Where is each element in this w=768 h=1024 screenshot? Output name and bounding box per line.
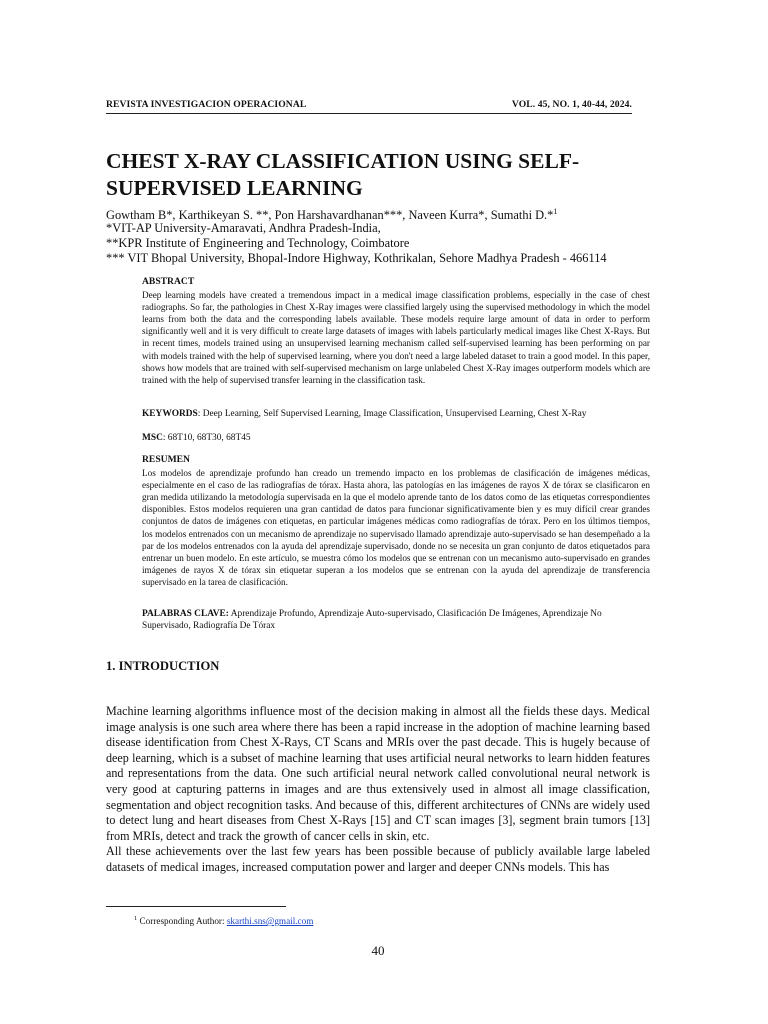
volume-info: VOL. 45, NO. 1, 40-44, 2024. xyxy=(511,99,632,110)
author-footnote-marker: 1 xyxy=(553,207,558,216)
introduction-paragraph-2: All these achievements over the last few years has been possible because of publicly available large labeled datasets of medical images, increased computation power and larger and deeper CNNs models. This has xyxy=(106,844,650,874)
page-number: 40 xyxy=(371,943,385,958)
footnote xyxy=(134,915,313,926)
resumen-text: Los modelos de aprendizaje profundo han creado un tremendo impacto en los problemas de clasificación de imágenes médicas, especialmente en el caso de las radiografías de tórax. Hasta ahora, las patologías en las imágenes de rayos X de tórax se clasificaron en gran medida utilizando la metodología supervisada en la que el modelo aprende tanto de los datos como de las etiquetas correspondientes disponibles. Estos modelos requieren una gran cantidad de datos para funcionar significativamente bien y es muy difícil crear grandes conjuntos de datos de imágenes con etiquetas, en particular imágenes médicas como radiografías de tórax. Pero en los últimos tiempos, los modelos entrenados con un mecanismo de aprendizaje no supervisado llamado aprendizaje auto-supervisado se han desempeñado a la par de los modelos entrenados con la ayuda del aprendizaje supervisado, donde no se necesita un gran conjunto de datos etiquetados para entrenar un buen modelo. En este artículo, se muestra cómo los modelos que se entrenan con un mecanismo auto-supervisado en grandes imágenes de rayos X de tórax sin etiquetar superan a los modelos que se entrenan con la ayuda del aprendizaje de transferencia supervisado en la tarea de clasificación. xyxy=(142,468,650,587)
keywords-line xyxy=(142,408,650,420)
title-line-1: CHEST X-RAY CLASSIFICATION USING SELF- xyxy=(106,149,580,173)
palabras-clave-text: Aprendizaje Profundo, Aprendizaje Auto-supervisado, Clasificación De Imágenes, Aprendizaje No Supervisado, Radiografía De Tórax xyxy=(142,609,602,632)
abstract-text: Deep learning models have created a tremendous impact in a medical image classification problems, especially in the case of chest radiographs. So far, the pathologies in Chest X-Ray images were classified largely using the supervised methodology in which the model learns from both the data and the corresponding labels available. These models require large amount of data in order to perform significantly well and it is very difficult to create large datasets of images with labels particularly medical images like Chest X-Rays. But in recent times, models trained using an unsupervised learning mechanism called self-supervised learning has been performing on par with models trained with the help of supervised learning, where you don't need a large labeled dataset to train a good model. In this paper, shows how models that are trained with self-supervised mechanism on large unlabeled Chest X-Ray images outperform models which are trained with the help of supervised transfer learning in the classification task. xyxy=(142,290,650,385)
resumen-label: RESUMEN xyxy=(142,454,190,465)
affiliation-2: **KPR Institute of Engineering and Technology, Coimbatore xyxy=(106,236,410,250)
abstract-label: ABSTRACT xyxy=(142,276,195,287)
resumen-section xyxy=(142,454,650,588)
title-line-2: SUPERVISED LEARNING xyxy=(106,176,363,200)
palabras-clave-label: PALABRAS CLAVE: xyxy=(142,609,229,619)
running-head xyxy=(106,99,632,110)
palabras-clave-line xyxy=(142,608,650,632)
msc-text: : 68T10, 68T30, 68T45 xyxy=(162,433,251,443)
introduction-heading: 1. INTRODUCTION xyxy=(106,659,220,673)
paper-title xyxy=(106,148,646,202)
introduction-body xyxy=(106,704,650,876)
journal-name: REVISTA INVESTIGACION OPERACIONAL xyxy=(106,99,307,110)
footnote-text: Corresponding Author: xyxy=(137,916,227,927)
footnote-marker: 1 xyxy=(134,915,138,922)
msc-line xyxy=(142,432,650,444)
introduction-paragraph-1: Machine learning algorithms influence most of the decision making in almost all the fields these days. Medical image analysis is one such area where there has been a rapid increase in the adoption of machine learning based disease identification from Chest X-Rays, CT Scans and MRIs over the past decade. This is hugely because of deep learning, which is a subset of machine learning that uses artificial neural networks to learn hidden features and representations from the data. One such artificial neural network called convolutional neural network is very good at capturing patterns in images and are thus extensively used in almost all image classification, segmentation and object recognition tasks. And because of this, different architectures of CNNs are widely used to detect lung and heart diseases from Chest X-Rays [15] and CT scan images [3], segment brain tumors [13] from MRIs, detect and track the growth of cancer cells in skin, etc. xyxy=(106,704,650,843)
header-rule xyxy=(106,113,632,114)
keywords-label: KEYWORDS xyxy=(142,409,198,419)
msc-label: MSC xyxy=(142,433,163,443)
affiliation-3: *** VIT Bhopal University, Bhopal-Indore Highway, Kothrikalan, Sehore Madhya Pradesh - 466114 xyxy=(106,251,607,265)
author-names: Gowtham B*, Karthikeyan S. **, Pon Harshavardhanan***, Naveen Kurra*, Sumathi D.* xyxy=(106,208,554,223)
keywords-text: : Deep Learning, Self Supervised Learning, Image Classification, Unsupervised Learning, Chest X-Ray xyxy=(197,409,587,419)
affiliation-1: *VIT-AP University-Amaravati, Andhra Pradesh-India, xyxy=(106,221,381,235)
author-email-link[interactable]: skarthi.sns@gmail.com xyxy=(226,916,314,927)
abstract-section xyxy=(142,276,650,386)
footnote-rule xyxy=(106,906,286,907)
